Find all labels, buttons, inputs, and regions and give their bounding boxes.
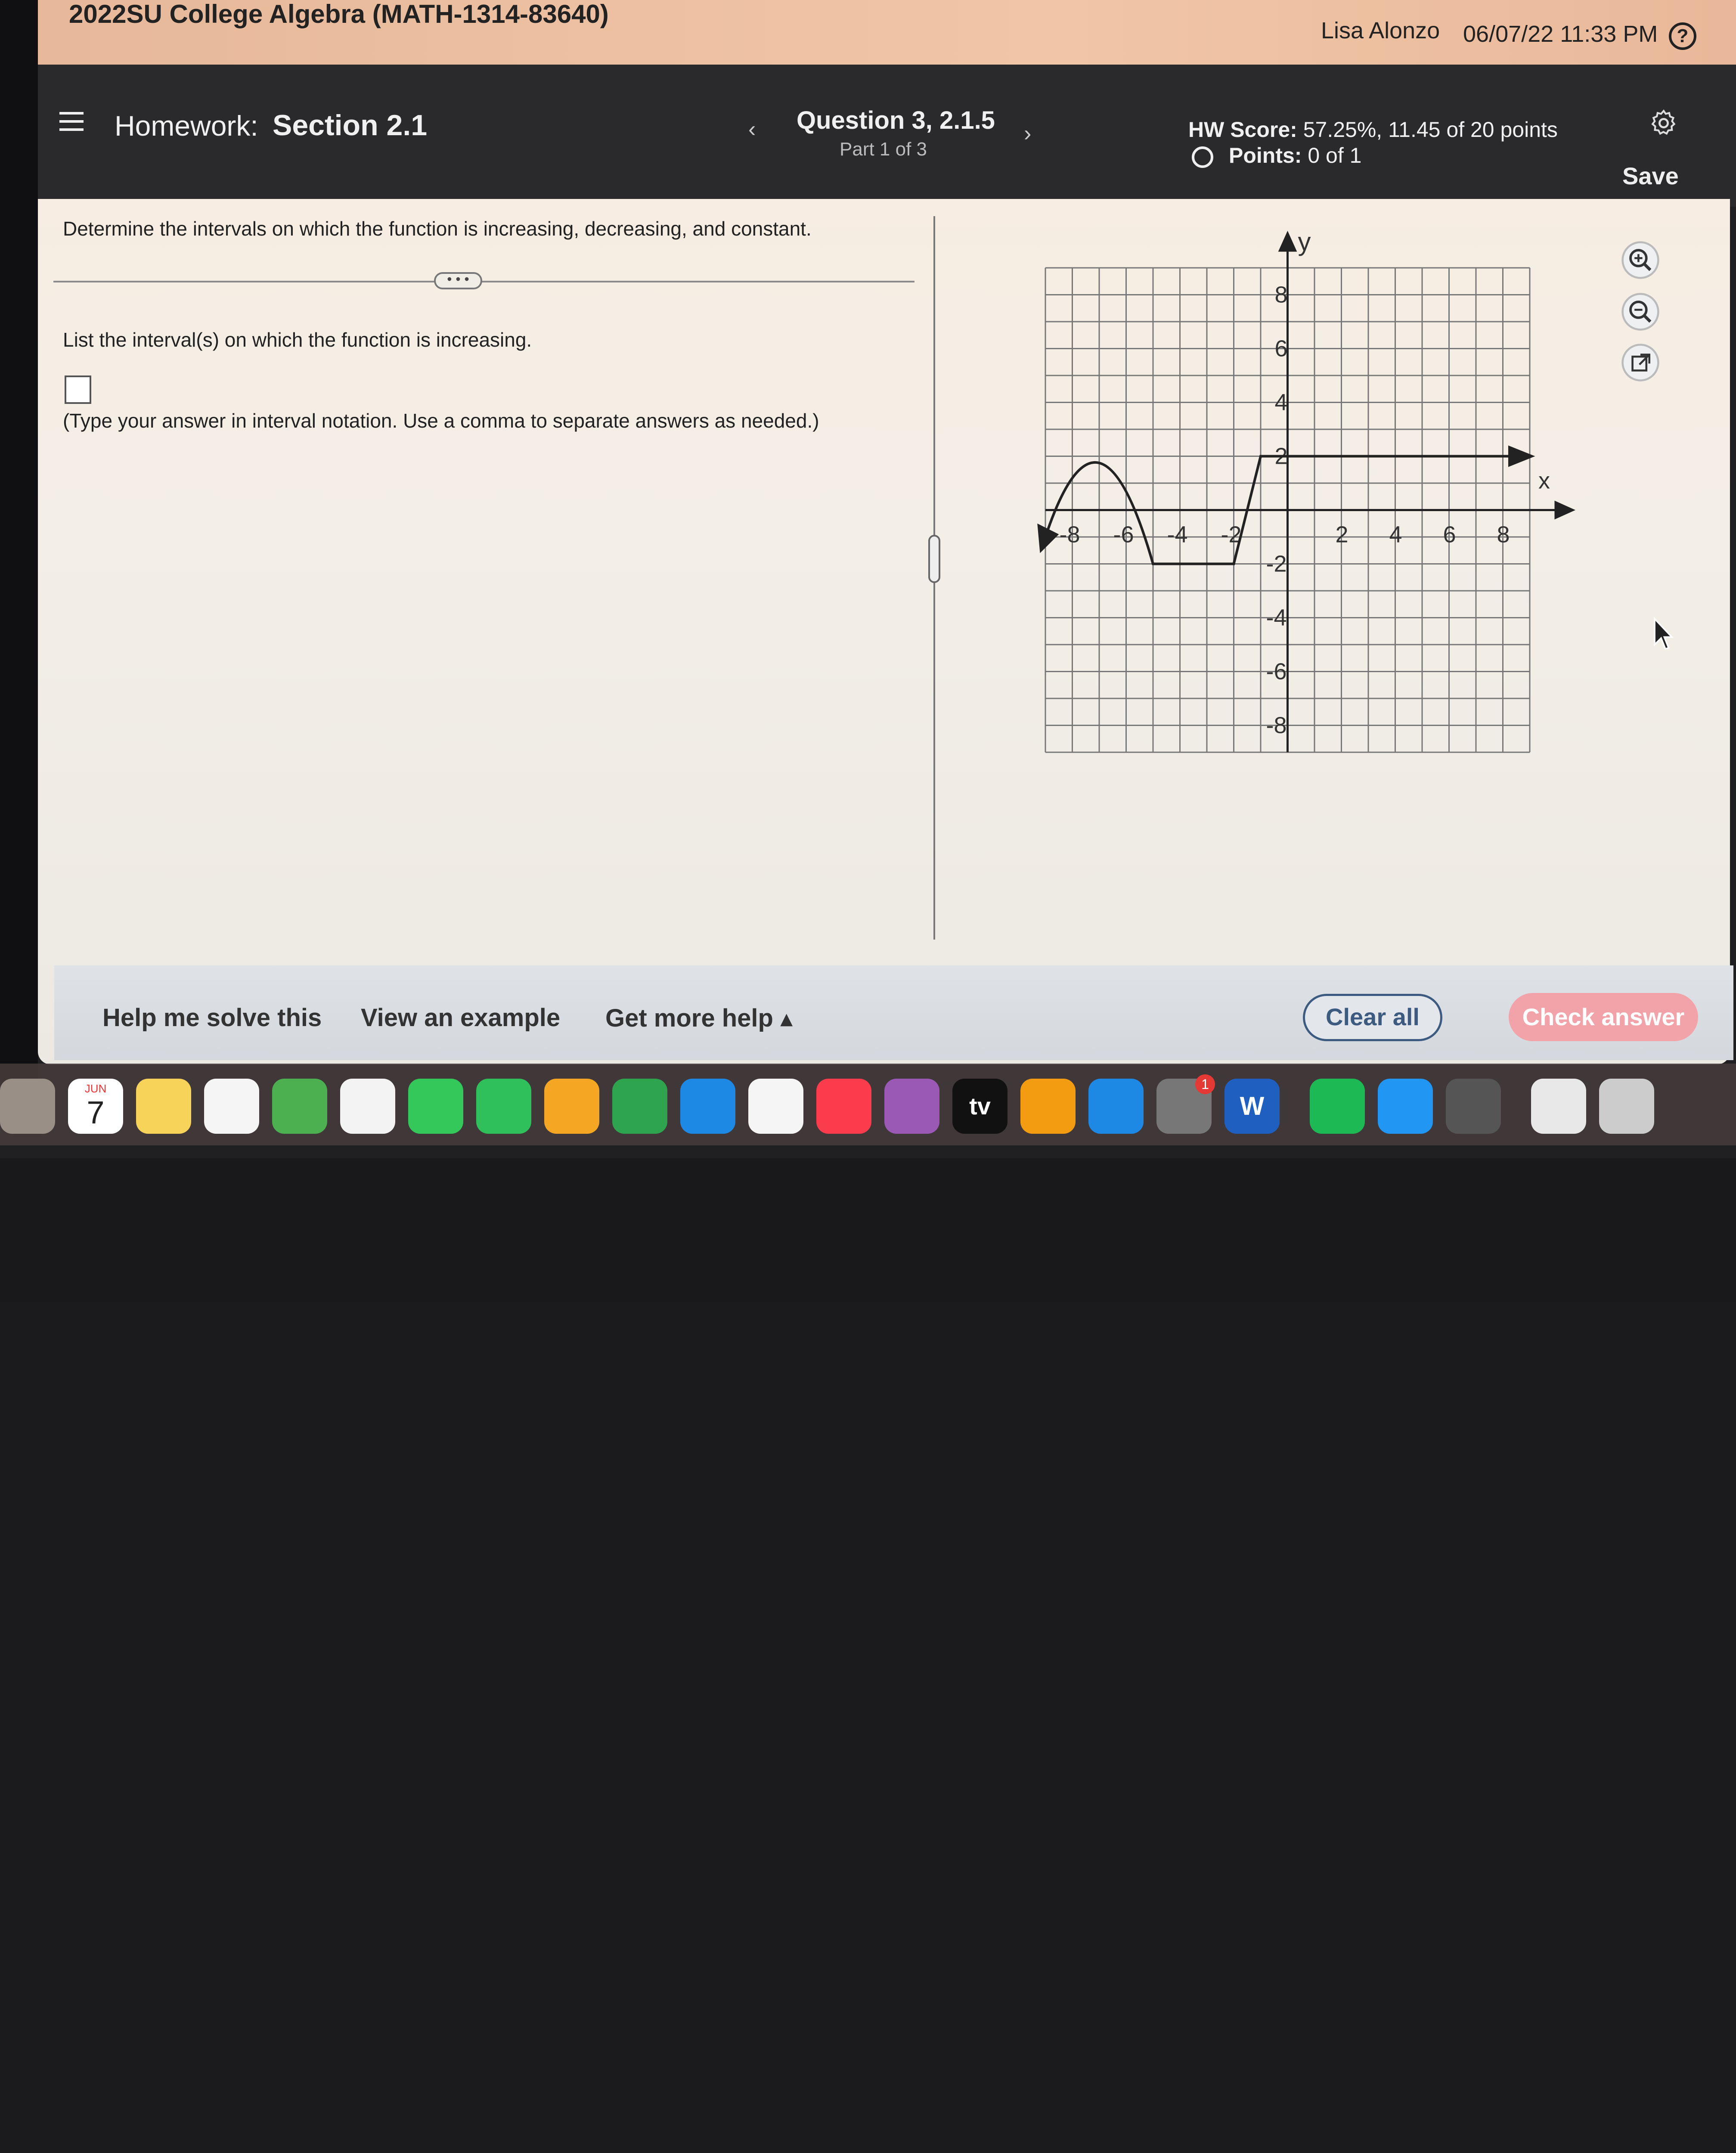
x-tick-label: -8 <box>1059 521 1080 548</box>
y-axis-arrow <box>1280 233 1296 251</box>
keynote-icon[interactable] <box>680 1079 735 1134</box>
tv-label: tv <box>969 1092 991 1120</box>
popout-icon[interactable] <box>1621 343 1660 382</box>
view-example-link[interactable]: View an example <box>361 1004 561 1032</box>
preview-icon[interactable] <box>1531 1079 1586 1134</box>
finder-icon[interactable] <box>0 1079 55 1134</box>
question-footer <box>54 965 1733 1060</box>
clear-all-button[interactable]: Clear all <box>1303 994 1442 1041</box>
hw-score <box>1188 117 1558 142</box>
podcasts-icon[interactable] <box>884 1079 939 1134</box>
x-tick-label: -6 <box>1113 521 1134 548</box>
homework-header <box>38 65 1736 207</box>
course-topbar <box>38 0 1736 65</box>
zoom-out-icon[interactable] <box>1621 292 1660 332</box>
y-axis-label: y <box>1298 227 1311 256</box>
question-title[interactable]: Question 3, 2.1.5 <box>797 106 995 134</box>
x-tick-label: 4 <box>1389 521 1402 548</box>
news-icon[interactable] <box>748 1079 803 1134</box>
background-window-strip <box>0 0 38 1085</box>
mouse-cursor-icon <box>1652 617 1674 651</box>
x-tick-label: 8 <box>1497 521 1510 548</box>
function-graph <box>1011 225 1657 819</box>
calendar-day: 7 <box>87 1095 105 1130</box>
points-status-icon <box>1192 146 1213 168</box>
hamburger-menu-icon[interactable] <box>59 112 84 131</box>
hw-score-value: 57.25%, 11.45 of 20 points <box>1303 118 1558 142</box>
curve-right-arrow <box>1508 446 1535 467</box>
x-tick-label: 6 <box>1443 521 1456 548</box>
y-tick-label: 8 <box>1274 282 1288 308</box>
expand-more-button[interactable]: • • • <box>434 272 482 289</box>
photos-icon[interactable] <box>340 1079 395 1134</box>
answer-hint: (Type your answer in interval notation. Use a comma to separate answers as needed.) <box>63 410 819 432</box>
word-label: W <box>1240 1092 1265 1120</box>
y-tick-label: -8 <box>1266 712 1287 738</box>
app-store-icon[interactable] <box>1088 1079 1144 1134</box>
check-answer-button[interactable]: Check answer <box>1509 993 1698 1041</box>
question-content <box>38 199 1730 1064</box>
help-me-solve-link[interactable]: Help me solve this <box>102 1004 322 1032</box>
facetime-icon[interactable] <box>476 1079 531 1134</box>
spotify-icon[interactable] <box>1310 1079 1365 1134</box>
graph-axes <box>1045 233 1573 752</box>
calendar-icon[interactable] <box>68 1079 123 1134</box>
points-label: Points: <box>1229 143 1302 168</box>
next-question-button[interactable]: › <box>1024 121 1032 146</box>
question-prompt: List the interval(s) on which the function is increasing. <box>63 329 532 351</box>
x-axis-label: x <box>1538 468 1550 494</box>
notification-badge: 1 <box>1195 1074 1215 1094</box>
music-icon[interactable] <box>816 1079 871 1134</box>
notes-icon[interactable] <box>136 1079 191 1134</box>
save-button[interactable]: Save <box>1622 162 1679 189</box>
messages-icon[interactable] <box>408 1079 463 1134</box>
calculator-icon[interactable] <box>1446 1079 1501 1134</box>
course-title[interactable]: 2022SU College Algebra (MATH-1314-83640) <box>69 0 609 28</box>
calendar-month: JUN <box>84 1082 107 1095</box>
numbers-icon[interactable] <box>612 1079 667 1134</box>
help-icon[interactable]: ? <box>1669 22 1696 50</box>
gear-icon[interactable] <box>1648 108 1679 139</box>
maps-icon[interactable] <box>272 1079 327 1134</box>
y-tick-label: -2 <box>1266 551 1287 577</box>
laptop-bezel <box>0 1158 1736 1302</box>
points <box>1229 143 1361 168</box>
word-icon[interactable] <box>1224 1079 1280 1134</box>
question-instruction: Determine the intervals on which the function is increasing, decreasing, and constant. <box>63 217 812 240</box>
datetime: 06/07/22 11:33 PM <box>1463 21 1658 47</box>
y-tick-label: -6 <box>1266 658 1287 685</box>
question-part: Part 1 of 3 <box>840 139 927 160</box>
system-preferences-icon[interactable] <box>1156 1076 1212 1134</box>
tv-icon[interactable] <box>952 1079 1008 1134</box>
pane-resize-handle[interactable] <box>928 535 940 583</box>
answer-input[interactable] <box>65 375 91 404</box>
hw-score-label: HW Score: <box>1188 118 1297 142</box>
y-tick-label: 4 <box>1274 389 1288 416</box>
pages-icon[interactable] <box>544 1079 599 1134</box>
previous-question-button[interactable]: ‹ <box>748 117 756 142</box>
reminders-icon[interactable] <box>204 1079 259 1134</box>
zoom-in-icon[interactable] <box>1621 240 1660 280</box>
x-tick-label: -2 <box>1221 521 1242 548</box>
trash-icon[interactable] <box>1599 1079 1654 1134</box>
y-tick-label: -4 <box>1266 605 1287 631</box>
divider <box>53 281 914 282</box>
y-tick-label: 6 <box>1274 335 1288 362</box>
x-axis-arrow <box>1556 503 1573 518</box>
books-icon[interactable] <box>1020 1079 1076 1134</box>
x-tick-label: 2 <box>1335 521 1348 548</box>
y-tick-label: 2 <box>1274 443 1288 469</box>
x-tick-label: -4 <box>1167 521 1188 548</box>
points-value: 0 of 1 <box>1308 143 1362 168</box>
homework-label: Homework: <box>115 110 258 142</box>
user-name: Lisa Alonzo <box>1321 18 1440 43</box>
get-more-help-link[interactable]: Get more help ▴ <box>605 1004 793 1032</box>
homework-section: Section 2.1 <box>273 109 428 142</box>
safari-icon[interactable] <box>1378 1079 1433 1134</box>
